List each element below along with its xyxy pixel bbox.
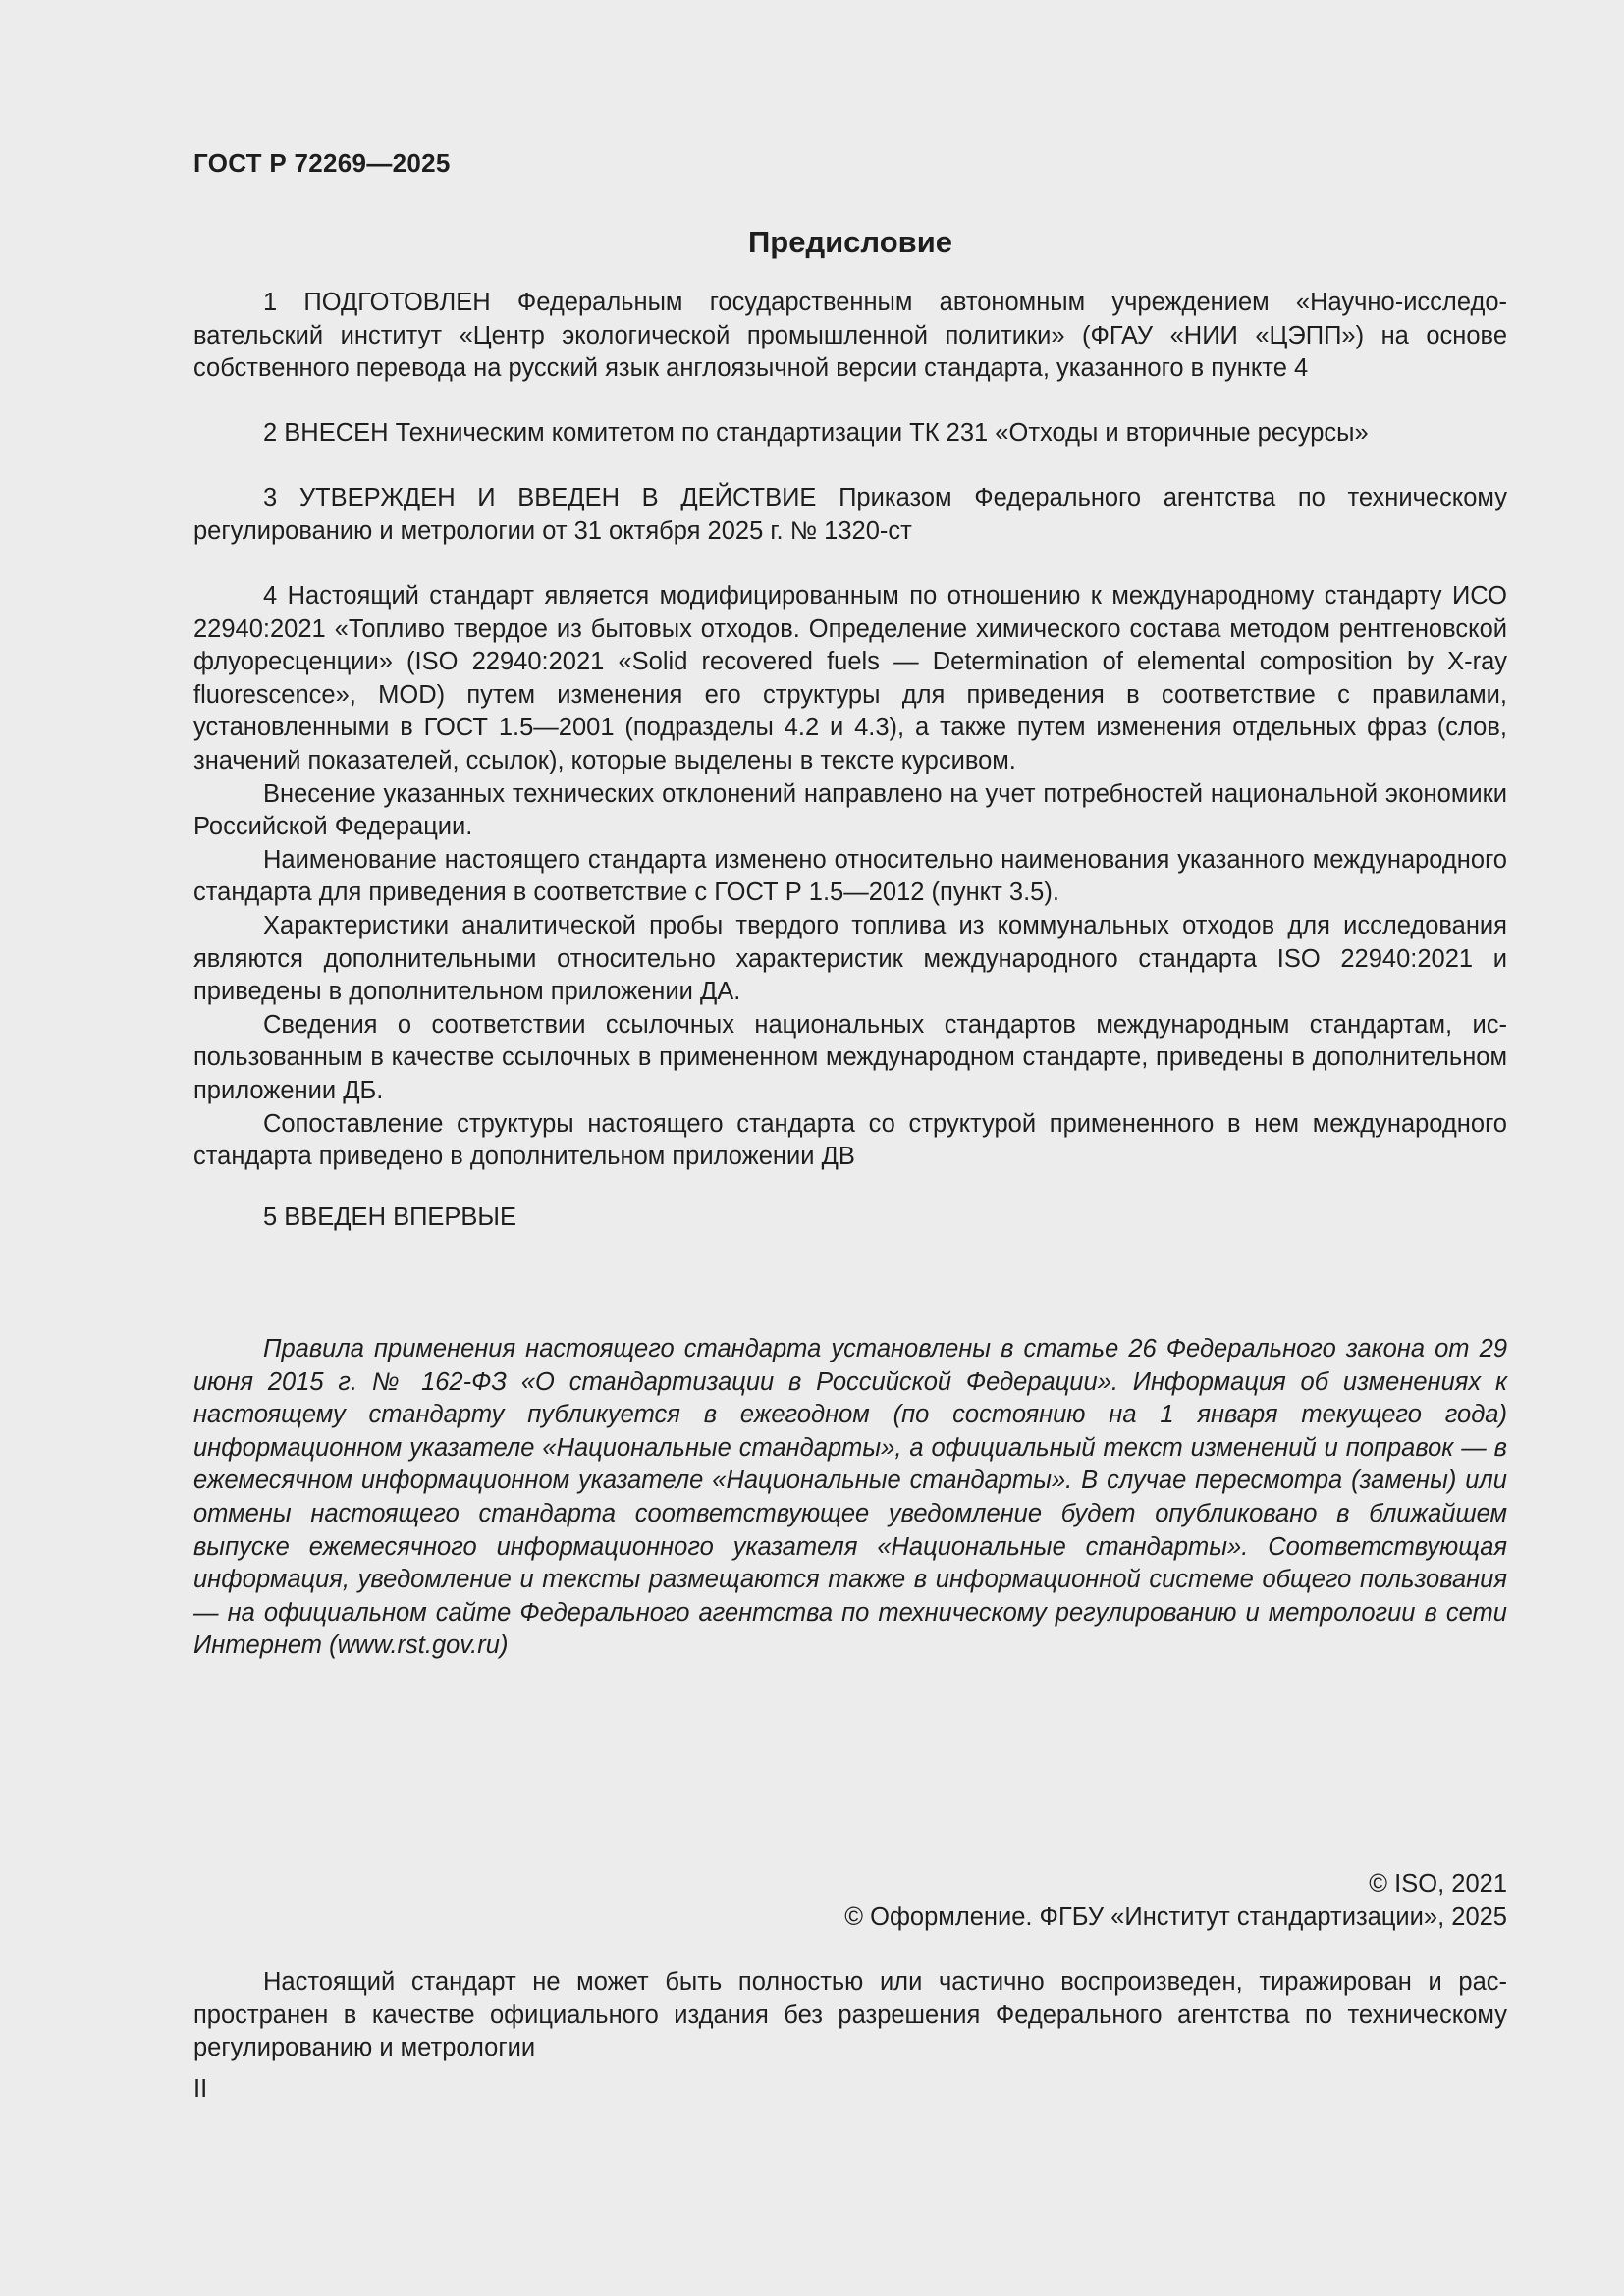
foreword-title: Предисловие	[747, 225, 952, 259]
paragraph: 5 ВВЕДЕН ВПЕРВЫЕ	[263, 1203, 517, 1231]
copyright-iso: © ISO, 2021	[1369, 1870, 1507, 1897]
foreword-item-1	[193, 287, 1507, 386]
copyright-design: © Оформление. ФГБУ «Институт стандартизации», 2025	[844, 1902, 1507, 1931]
foreword-item-2	[193, 417, 1507, 451]
paragraph: Характеристики аналитической пробы твердого топлива из коммунальных отходов для исследования являются дополнительными относительно характеристик международного стандарта ISO 22940:2021 и приведены в дополнительном приложении ДА.	[193, 911, 1507, 1006]
copyright-block	[193, 1868, 1507, 1934]
paragraph: Сведения о соответствии ссылочных национальных стандартов международным стандартам, использованным в качестве ссылочных в примененном международном стандарте, приведены в дополнительном приложении ДБ.	[193, 1010, 1507, 1104]
document-code: ГОСТ Р 72269—2025	[193, 148, 451, 178]
notice-paragraph: Настоящий стандарт не может быть полностью или частично воспроизведен, тиражирован и распространен в качестве официального издания без разрешения Федерального агентства по техническому регулированию и метрологии	[193, 1968, 1507, 2062]
paragraph: Сопоставление структуры настоящего стандарта со структурой примененного в нем международного стандарта приведено в дополнительном приложении ДВ	[193, 1109, 1507, 1171]
page-number: II	[193, 2075, 208, 2103]
rules-paragraph: Правила применения настоящего стандарта установлены в статье 26 Федерального закона от 29 июня 2015 г. № 162-ФЗ «О стандартизации в Российской Федерации». Информация об изменениях к настоящему стандарту публикуется в ежегодном (по состоянию на 1 января текущего года) информационном указателе «Национальные стандарты», а официальный текст изменений и поправок — в ежемесячном информационном указателе «Национальные стандарты». В случае пересмотра (замены) или отмены настоящего стандарта соответствующее уведомление будет опубликовано в ближайшем выпуске ежемесячного информационного указателя «Национальные стандарты». Соответствующая информация, уведомление и тексты размещаются также в информационной системе общего пользования — на официальном сайте Федерального агентства по техническому регулированию и метрологии в сети Интернет (www.rst.gov.ru)	[193, 1335, 1507, 1660]
paragraph: 4 Настоящий стандарт является модифицированным по отношению к международному стандарту ИСО 22940:2021 «Топливо твердое из бытовых отходов. Определение химического состава методом рентгеновской флуоресценции» (ISO 22940:2021 «Solid recovered fuels — Determination of elemental composition by X-ray fluorescence», MOD) путем изменения его структуры для приведения в соответствие с правилами, установленными в ГОСТ 1.5—2001 (подразделы 4.2 и 4.3), а также путем изменения отдельных фраз (слов, значений показателей, ссылок), которые выделены в тексте курсивом.	[193, 582, 1507, 774]
paragraph: 2 ВНЕСЕН Техническим комитетом по стандартизации ТК 231 «Отходы и вторичные ресурсы»	[263, 419, 1369, 447]
paragraph: 3 УТВЕРЖДЕН И ВВЕДЕН В ДЕЙСТВИЕ Приказом Федерального агентства по техническому регулированию и метрологии от 31 октября 2025 г. № 1320-ст	[193, 484, 1507, 545]
foreword-item-5	[193, 1201, 1507, 1235]
paragraph: Наименование настоящего стандарта изменено относительно наименования указанного международного стандарта для приведения в соответствие с ГОСТ Р 1.5—2012 (пункт 3.5).	[193, 845, 1507, 907]
foreword-item-3	[193, 482, 1507, 548]
application-rules	[193, 1333, 1507, 1663]
paragraph: Внесение указанных технических отклонений направлено на учет потребностей национальной экономики Российской Федерации.	[193, 779, 1507, 841]
foreword-item-4	[193, 580, 1507, 1174]
reproduction-notice	[193, 1966, 1507, 2065]
paragraph: 1 ПОДГОТОВЛЕН Федеральным государственным автономным учреждением «Научно-исследовательский институт «Центр экологической промышленной политики» (ФГАУ «НИИ «ЦЭПП») на основе собственного перевода на русский язык англоязычной версии стандарта, указанного в пункте 4	[193, 289, 1507, 383]
